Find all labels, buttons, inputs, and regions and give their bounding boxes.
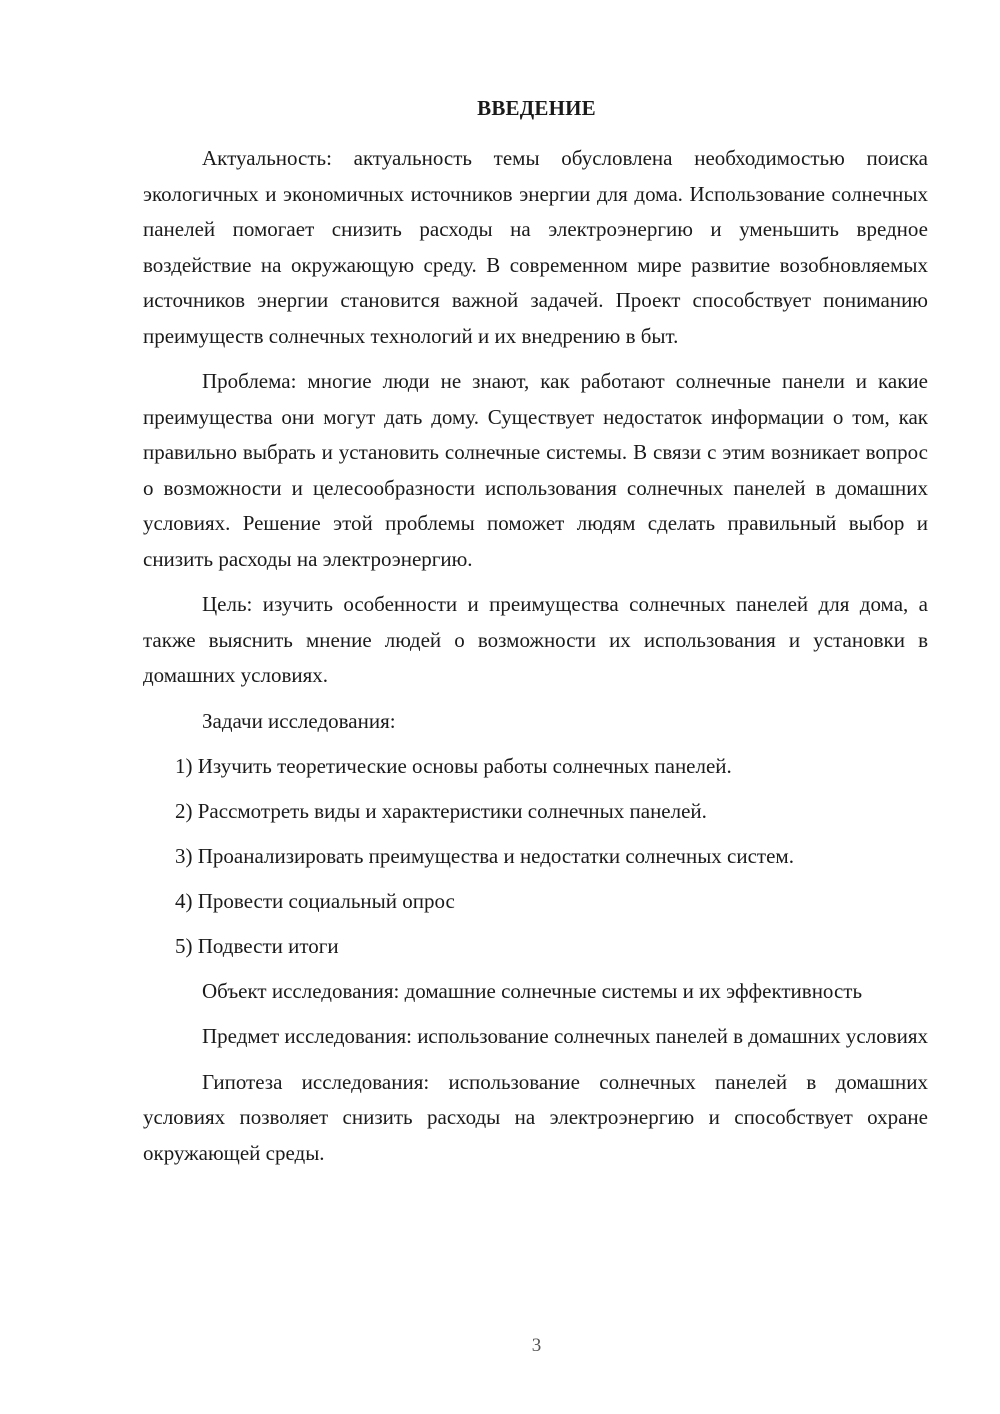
page-number: 3 bbox=[531, 1335, 542, 1356]
section-title: ВВЕДЕНИЕ bbox=[477, 96, 596, 120]
task-item-4: 4) Провести социальный опрос bbox=[175, 888, 455, 913]
tasks-heading: Задачи исследования: bbox=[202, 708, 396, 733]
task-item-1: 1) Изучить теоретические основы работы солнечных панелей. bbox=[175, 753, 732, 778]
hypothesis-paragraph: Гипотеза исследования: использование солнечных панелей в домашних условиях позволяет снизить расходы на электроэнергию и способствует охране окружающей среды. bbox=[143, 1069, 928, 1165]
task-item-3: 3) Проанализировать преимущества и недостатки солнечных систем. bbox=[175, 843, 794, 868]
tasks-list bbox=[143, 749, 928, 965]
relevance-paragraph: Актуальность: актуальность темы обусловлена необходимостью поиска экологичных и экономичных источников энергии для дома. Использование солнечных панелей помогает снизить расходы на электроэнергию и уменьшить вредное воздействие на окружающую среду. В современном мире развитие возобновляемых источников энергии становится важной задачей. Проект способствует пониманию преимуществ солнечных технологий и их внедрению в быт. bbox=[143, 146, 928, 348]
document-body bbox=[143, 141, 928, 1181]
task-item-5: 5) Подвести итоги bbox=[175, 933, 339, 958]
task-item-2: 2) Рассмотреть виды и характеристики солнечных панелей. bbox=[175, 798, 707, 823]
subject-paragraph: Предмет исследования: использование солнечных панелей в домашних условиях bbox=[202, 1024, 929, 1048]
goal-paragraph: Цель: изучить особенности и преимущества солнечных панелей для дома, а также выяснить мнение людей о возможности их использования и установки в домашних условиях. bbox=[143, 592, 928, 687]
problem-paragraph: Проблема: многие люди не знают, как работают солнечные панели и какие преимущества они могут дать дому. Существует недостаток информации о том, как правильно выбрать и установить солнечные системы. В связи с этим возникает вопрос о возможности и целесообразности использования солнечных панелей в домашних условиях. Решение этой проблемы поможет людям сделать правильный выбор и снизить расходы на электроэнергию. bbox=[143, 369, 928, 571]
object-paragraph: Объект исследования: домашние солнечные системы и их эффективность bbox=[202, 978, 863, 1003]
